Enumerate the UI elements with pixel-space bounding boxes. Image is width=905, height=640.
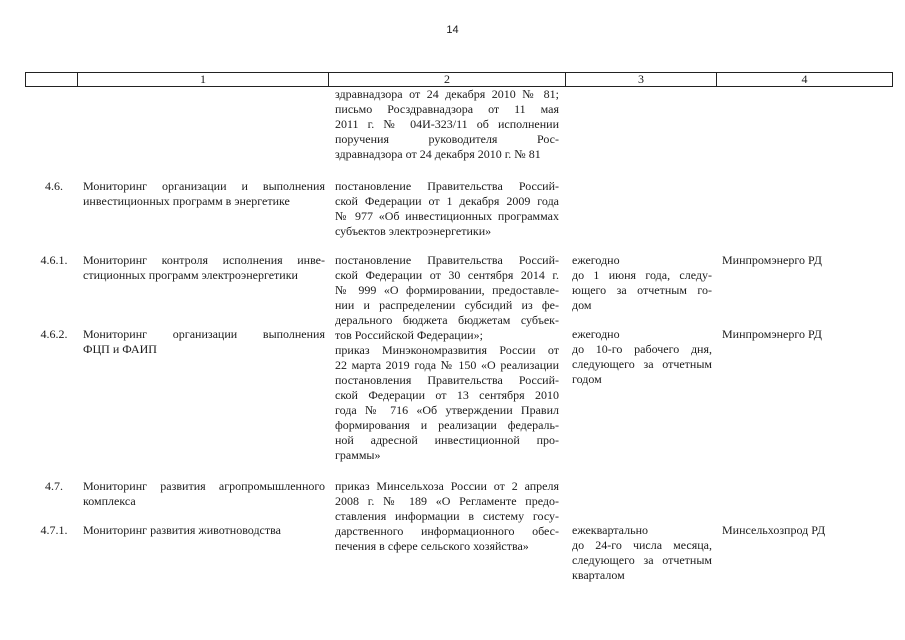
text-line: инвестиционных программ в энергетике [83, 194, 290, 208]
text-line: ской Федерации от 30 сентября 2014 г. [335, 268, 559, 282]
text-line: тов Российской Федерации»; [335, 328, 483, 342]
header-col-2: 2 [444, 72, 450, 86]
text-line: граммы» [335, 448, 381, 462]
text-line: комплекса [83, 494, 136, 508]
text-line: дом [572, 298, 592, 312]
text-line: субъектов электроэнергетики» [335, 224, 492, 238]
text-line: письмо Росздравнадзора от 11 мая [335, 102, 559, 116]
text-line: ФЦП и ФАИП [83, 342, 157, 356]
text-line: ной адресной инвестиционной про- [335, 433, 559, 447]
text-line: до 10-го рабочего дня, [572, 342, 712, 356]
row-number: 4.6. [45, 179, 63, 193]
text-line: постановления Правительства Россий- [335, 373, 559, 387]
text-line: здравнадзора от 24 декабря 2010 № 81; [335, 87, 559, 101]
row-title [83, 327, 325, 357]
text-line: приказ Минсельхоза России от 2 апреля [335, 479, 559, 493]
row-deadline [572, 253, 712, 313]
row-deadline [572, 327, 712, 387]
row-responsible: Минпромэнерго РД [722, 253, 822, 267]
text-line: дерального бюджета бюджетам субъек- [335, 313, 559, 327]
row-legal-basis [335, 179, 559, 239]
text-line: нии и распределении субсидий из фе- [335, 298, 559, 312]
text-line: № 977 «Об инвестиционных программах [335, 209, 559, 223]
text-line: постановление Правительства Россий- [335, 179, 559, 193]
text-line: печения в сфере сельского хозяйства» [335, 539, 529, 553]
text-line: ежегодно [572, 253, 620, 267]
text-line: ской Федерации от 13 сентября 2010 [335, 388, 559, 402]
row-deadline [572, 523, 712, 583]
header-divider [892, 72, 893, 87]
row-title [83, 179, 325, 209]
row-title [83, 479, 325, 509]
header-col-4: 4 [801, 72, 808, 86]
row-legal-basis [335, 479, 559, 554]
header-col-3: 3 [638, 72, 644, 86]
text-line: Мониторинг организации и выполнения [83, 179, 325, 193]
row-number: 4.7.1. [40, 523, 68, 537]
text-line: постановление Правительства Россий- [335, 253, 559, 267]
text-line: года № 716 «Об утверждении Правил [335, 403, 559, 417]
text-line: поручения руководителя Рос- [335, 132, 559, 146]
row-legal-basis [335, 87, 559, 162]
text-line: ющего за отчетным го- [572, 283, 712, 297]
text-line: Мониторинг развития агропромышленного [83, 479, 325, 493]
text-line: № 999 «О формировании, предоставле- [335, 283, 559, 297]
text-line: кварталом [572, 568, 625, 582]
row-number: 4.6.1. [40, 253, 68, 267]
text-line: 2011 г. № 04И-323/11 об исполнении [335, 117, 559, 131]
text-line: ставления информации в систему госу- [335, 509, 559, 523]
text-line: формирования и реализации федераль- [335, 418, 559, 432]
text-line: следующего за отчетным [572, 553, 712, 567]
row-responsible: Минсельхозпрод РД [722, 523, 826, 537]
page-number: 14 [446, 24, 459, 36]
text-line: до 24-го числа месяца, [572, 538, 712, 552]
header-divider [25, 72, 26, 87]
text-line: Мониторинг организации выполнения [83, 327, 325, 341]
row-title [83, 523, 325, 538]
row-responsible: Минпромэнерго РД [722, 327, 822, 341]
row-number: 4.7. [45, 479, 63, 493]
row-legal-basis [335, 253, 559, 463]
text-line: приказ Минэкономразвития России от [335, 343, 559, 357]
text-line: ежеквартально [572, 523, 648, 537]
text-line: Мониторинг контроля исполнения инве- [83, 253, 325, 267]
text-line: 22 марта 2019 года № 150 «О реализации [335, 358, 559, 372]
text-line: стиционных программ электроэнергетики [83, 268, 298, 282]
text-line: 2008 г. № 189 «О Регламенте предо- [335, 494, 559, 508]
text-line: здравнадзора от 24 декабря 2010 г. № 81 [335, 147, 541, 161]
text-line: следующего за отчетным [572, 357, 712, 371]
text-line: Мониторинг развития животноводства [83, 523, 281, 537]
text-line: ской Федерации от 1 декабря 2009 года [335, 194, 559, 208]
text-line: ежегодно [572, 327, 620, 341]
row-number: 4.6.2. [40, 327, 68, 341]
text-line: годом [572, 372, 602, 386]
text-line: до 1 июня года, следу- [572, 268, 712, 282]
text-line: дарственного информационного обес- [335, 524, 559, 538]
row-title [83, 253, 325, 283]
header-col-1: 1 [200, 72, 206, 86]
